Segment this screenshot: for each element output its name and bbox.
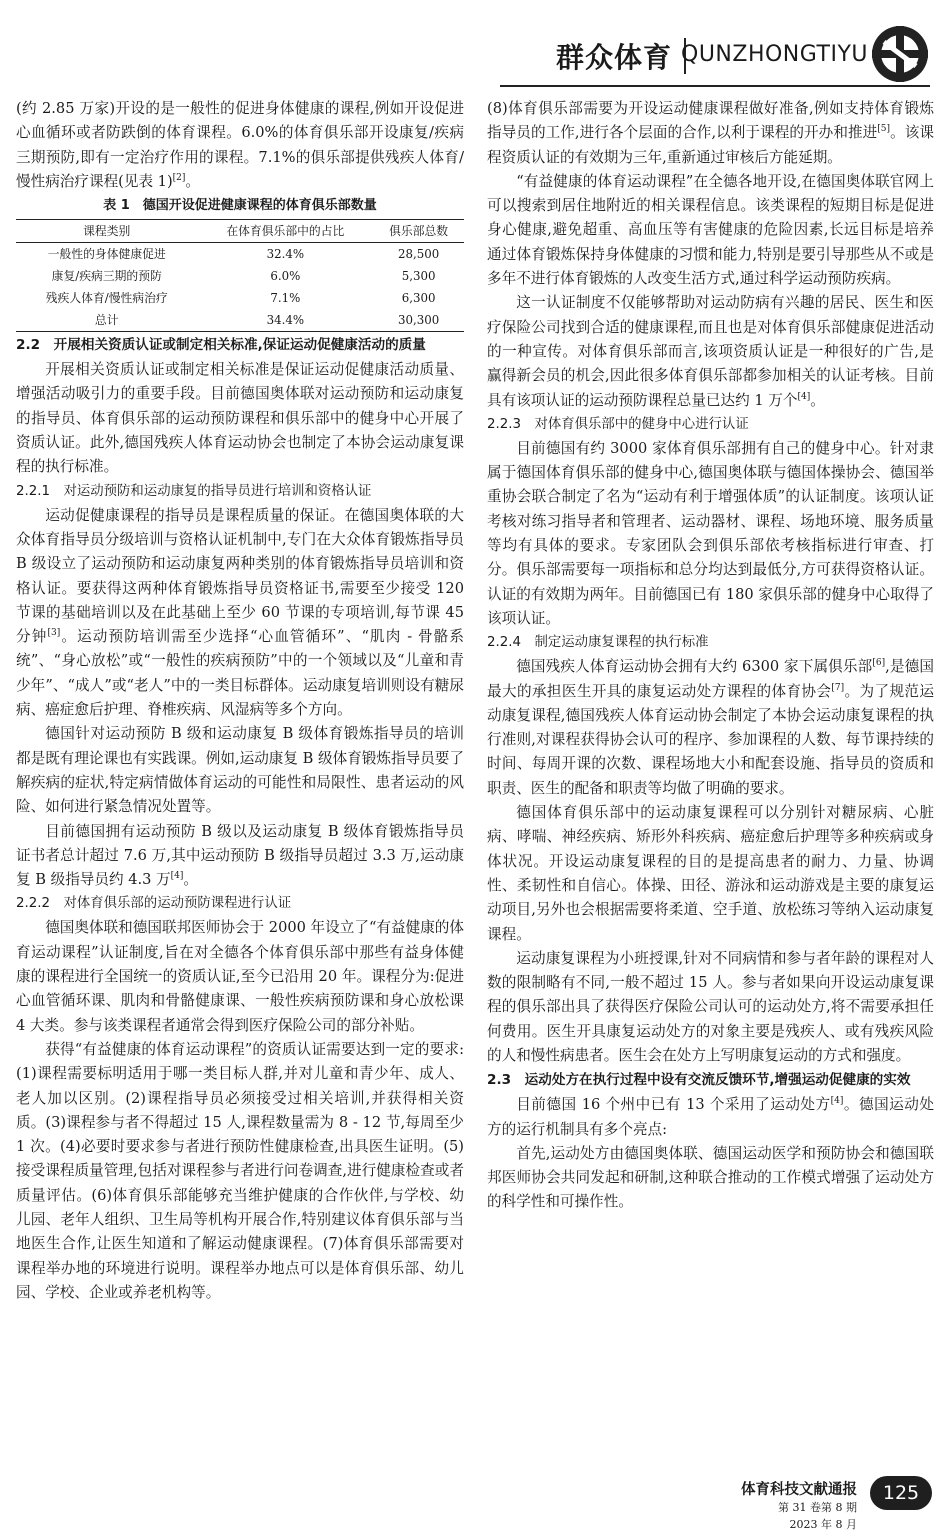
table-cell: 总计 [16, 309, 197, 332]
paragraph: 运动促健康课程的指导员是课程质量的保证。在德国奥体联的大众体育指导员分级培训与资格认证机制中,专门在大众体育锻炼指导员 B 级设立了运动预防和运动康复两种类别的体育锻炼指导员培训和资格认证。要获得这两种体育锻炼指导员资格证书,需要至少接受 120 节课的基础培训以及在此基础上至少 60 节课的专项培训,每节课 45 分钟[3]。运动预防培训需至少选择“心血管循环”、“肌肉 - 骨骼系统”、“身心放松”或“一般性的疾病预防”中的一个领域以及“儿童和青少年”、“成人”或“老人”中的一类目标群体。运动康复培训则设有糖尿病、癌症愈后护理、脊椎疾病、风湿病等多个方向。 [16, 506, 464, 719]
subsection-heading: 2.2.4 制定运动康复课程的执行标准 [487, 635, 709, 651]
table-cell: 6,300 [401, 291, 436, 306]
paragraph: 目前德国有约 3000 家体育俱乐部拥有自己的健身中心。针对隶属于德国体育俱乐部的健身中心,德国奥体联与德国体操协会、德国举重协会联合制定了名为“运动有利于增强体质”的认证制度。该项认证考核对练习指导者和管理者、运动器材、课程、场地环境、服务质量等均有具体的要求。专家团队会到俱乐部依考核指标进行审查、打分。俱乐部需要每一项指标和总分均达到最低分,方可获得资格认证。认证的有效期为两年。目前德国已有 180 家俱乐部的健身中心取得了该项认证。 [487, 439, 934, 627]
table-cell: 32.4% [266, 247, 305, 262]
paragraph: 这一认证制度不仅能够帮助对运动防病有兴趣的居民、医生和医疗保险公司找到合适的健康课程,而且也是对体育俱乐部健康促进活动的一种宣传。对体育俱乐部而言,该项资质认证是一种很好的广告,是赢得新会员的机会,因此很多体育俱乐部都参加相关的认证考核。目前具有该项认证的运动预防课程总量已达约 1 万个[4]。 [487, 294, 934, 409]
journal-name-en: QUNZHONGTIYU [681, 42, 868, 67]
footer-date: 2023 年 8 月 [789, 1518, 857, 1531]
citation: [4] [830, 1096, 844, 1107]
table-row [16, 265, 464, 287]
subsection-heading: 2.2.1 对运动预防和运动康复的指导员进行培训和资格认证 [16, 483, 372, 499]
subsection-heading: 2.2.2 对体育俱乐部的运动预防课程进行认证 [16, 896, 292, 912]
data-table [16, 219, 464, 332]
footer-journal-name: 体育科技文献通报 [741, 1482, 857, 1498]
table-cell: 残疾人体育/慢性病治疗 [45, 291, 168, 306]
section-heading: 2.2 开展相关资质认证或制定相关标准,保证运动促健康活动的质量 [16, 337, 426, 354]
paragraph: “有益健康的体育运动课程”在全德各地开设,在德国奥体联官网上可以搜索到居住地附近的相关课程信息。该类课程的短期目标是促进身心健康,避免超重、高血压等有害健康的危险因素,长远目标是培养通过体育锻炼保持身体健康的习惯和能力,特别是要引导那些从不或是多年不进行体育锻炼的人改变生活方式,通过科学运动预防疾病。 [487, 172, 934, 288]
citation: [2] [172, 173, 186, 184]
table-row [16, 309, 464, 332]
citation: [4] [797, 391, 811, 402]
right-column [487, 97, 934, 1215]
journal-name-zh: 群众体育 [555, 41, 672, 74]
table-cell: 5,300 [401, 269, 436, 284]
journal-logo-icon [870, 24, 930, 84]
paragraph: 目前德国拥有运动预防 B 级以及运动康复 B 级体育锻炼指导员证书者总计超过 7.6 万,其中运动预防 B 级指导员超过 3.3 万,运动康复 B 级指导员约 4.3 万[4]。 [16, 822, 464, 889]
footer-issue: 第 31 卷第 8 期 [778, 1501, 857, 1514]
table-cell: 康复/疾病三期的预防 [51, 269, 162, 284]
paragraph: 首先,运动处方由德国奥体联、德国运动医学和预防协会和德国联邦医师协会共同发起和研制,这种联合推动的工作模式增强了运动处方的科学性和可操作性。 [487, 1144, 934, 1211]
page-header [370, 22, 930, 84]
citation: [5] [877, 124, 891, 135]
subsection-heading: 2.2.3 对体育俱乐部中的健身中心进行认证 [487, 416, 749, 432]
header-rule [500, 85, 930, 87]
citation: [6] [872, 658, 886, 669]
paragraph: 德国奥体联和德国联邦医师协会于 2000 年设立了“有益健康的体育运动课程”认证制度,旨在对全德各个体育俱乐部中那些有益身体健康的课程进行全国统一的资质认证,至今已沿用 20 年。课程分为:促进心血管循环课、肌肉和骨骼健康课、一般性疾病预防课和身心放松课 4 大类。参与该类课程者通常会得到医疗保险公司的部分补贴。 [16, 919, 464, 1034]
paragraph: 德国体育俱乐部中的运动康复课程可以分别针对糖尿病、心脏病、哮喘、神经疾病、矫形外科疾病、癌症愈后护理等多种疾病或身体状况。开设运动康复课程的目的是提高患者的耐力、力量、协调性、柔韧性和自信心。体操、田径、游泳和运动游戏是主要的康复运动项目,另外也会根据需要将柔道、空手道、放松练习等纳入运动康复课程。 [487, 804, 934, 943]
table-header-row [16, 220, 464, 243]
table-cell: 6.0% [270, 269, 301, 284]
section-heading: 2.3 运动处方在执行过程中设有交流反馈环节,增强运动促健康的实效 [487, 1072, 911, 1089]
citation: [7] [831, 682, 845, 693]
paragraph: 目前德国 16 个州中已有 13 个采用了运动处方[4]。德国运动处方的运行机制具有多个亮点: [487, 1096, 934, 1138]
table-row [16, 243, 464, 266]
table-header: 俱乐部总数 [373, 220, 464, 243]
citation: [3] [47, 628, 61, 639]
paragraph: (约 2.85 万家)开设的是一般性的促进身体健康的课程,例如开设促进心血循环或者防跌倒的体育课程。6.0%的体育俱乐部开设康复/疾病三期预防,即有一定治疗作用的课程。7.1%的俱乐部提供残疾人体育/慢性病治疗课程(见表 1)[2]。 [16, 100, 464, 190]
page-number: 125 [870, 1476, 932, 1510]
left-column [16, 97, 464, 1305]
table-cell: 一般性的身体健康促进 [47, 247, 166, 262]
table-header: 课程类别 [16, 220, 197, 243]
paragraph: 德国残疾人体育运动协会拥有大约 6300 家下属俱乐部[6],是德国最大的承担医生开具的康复运动处方课程的体育协会[7]。为了规范运动康复课程,德国残疾人体育运动协会制定了本协会运动康复课程的执行准则,对课程获得协会认可的程序、参加课程的人数、每节课持续的时间、每周开课的次数、课程场地大小和配套设施、指导员的资质和职责、医生的配备和职责等均做了明确的要求。 [487, 658, 935, 797]
table-cell: 7.1% [270, 291, 301, 306]
table-cell: 34.4% [197, 309, 373, 332]
table-caption: 表 1 德国开设促进健康课程的体育俱乐部数量 [103, 198, 377, 214]
table-row [16, 287, 464, 309]
paragraph: (8)体育俱乐部需要为开设运动健康课程做好准备,例如支持体育锻炼指导员的工作,进行各个层面的合作,以利于课程的开办和推进[5]。该课程资质认证的有效期为三年,重新通过审核后方能延期。 [487, 100, 934, 166]
table-cell: 30,300 [373, 309, 464, 332]
table-cell: 28,500 [397, 247, 440, 262]
table-header: 在体育俱乐部中的占比 [197, 220, 373, 243]
paragraph: 运动康复课程为小班授课,针对不同病情和参与者年龄的课程对人数的限制略有不同,一般不超过 15 人。参与者如果向开设运动康复课程的俱乐部出具了获得医疗保险公司认可的运动处方,将不需要承担任何费用。医生开具康复运动处方的对象主要是残疾人、或有残疾风险的人和慢性病患者。医生会在处方上写明康复运动的方式和强度。 [487, 949, 934, 1064]
citation: [4] [170, 871, 184, 882]
paragraph: 开展相关资质认证或制定相关标准是保证运动促健康活动质量、增强活动吸引力的重要手段。目前德国奥体联对运动预防和运动康复的指导员、体育俱乐部的运动预防课程和俱乐部中的健身中心开展了资质认证。此外,德国残疾人体育运动协会也制定了本协会运动康复课程的执行标准。 [16, 361, 464, 476]
paragraph: 获得“有益健康的体育运动课程”的资质认证需要达到一定的要求:(1)课程需要标明适用于哪一类目标人群,并对儿童和青少年、成人、老人加以区别。(2)课程指导员必须接受过相关培训,并获得相关资质。(3)课程参与者不得超过 15 人,课程数量需为 8 - 12 节,每周至少 1 次。(4)必要时要求参与者进行预防性健康检查,出具医生证明。(5)接受课程质量管理,包括对课程参与者进行问卷调查,进行健康检查或者质量评估。(6)体育俱乐部能够充当维护健康的合作伙伴,与学校、幼儿园、老年人组织、卫生局等机构开展合作,特别建议体育俱乐部与当地医生合作,让医生知道和了解运动健康课程。(7)体育俱乐部需要对课程举办地的环境进行说明。课程举办地点可以是体育俱乐部、幼儿园、学校、企业或养老机构等。 [16, 1040, 464, 1301]
paragraph: 德国针对运动预防 B 级和运动康复 B 级体育锻炼指导员的培训都是既有理论课也有实践课。例如,运动康复 B 级体育锻炼指导员要了解疾病的症状,特定病情做体育运动的可能性和局限性、患者运动的风险、如何进行紧急情况处置等。 [16, 725, 464, 816]
